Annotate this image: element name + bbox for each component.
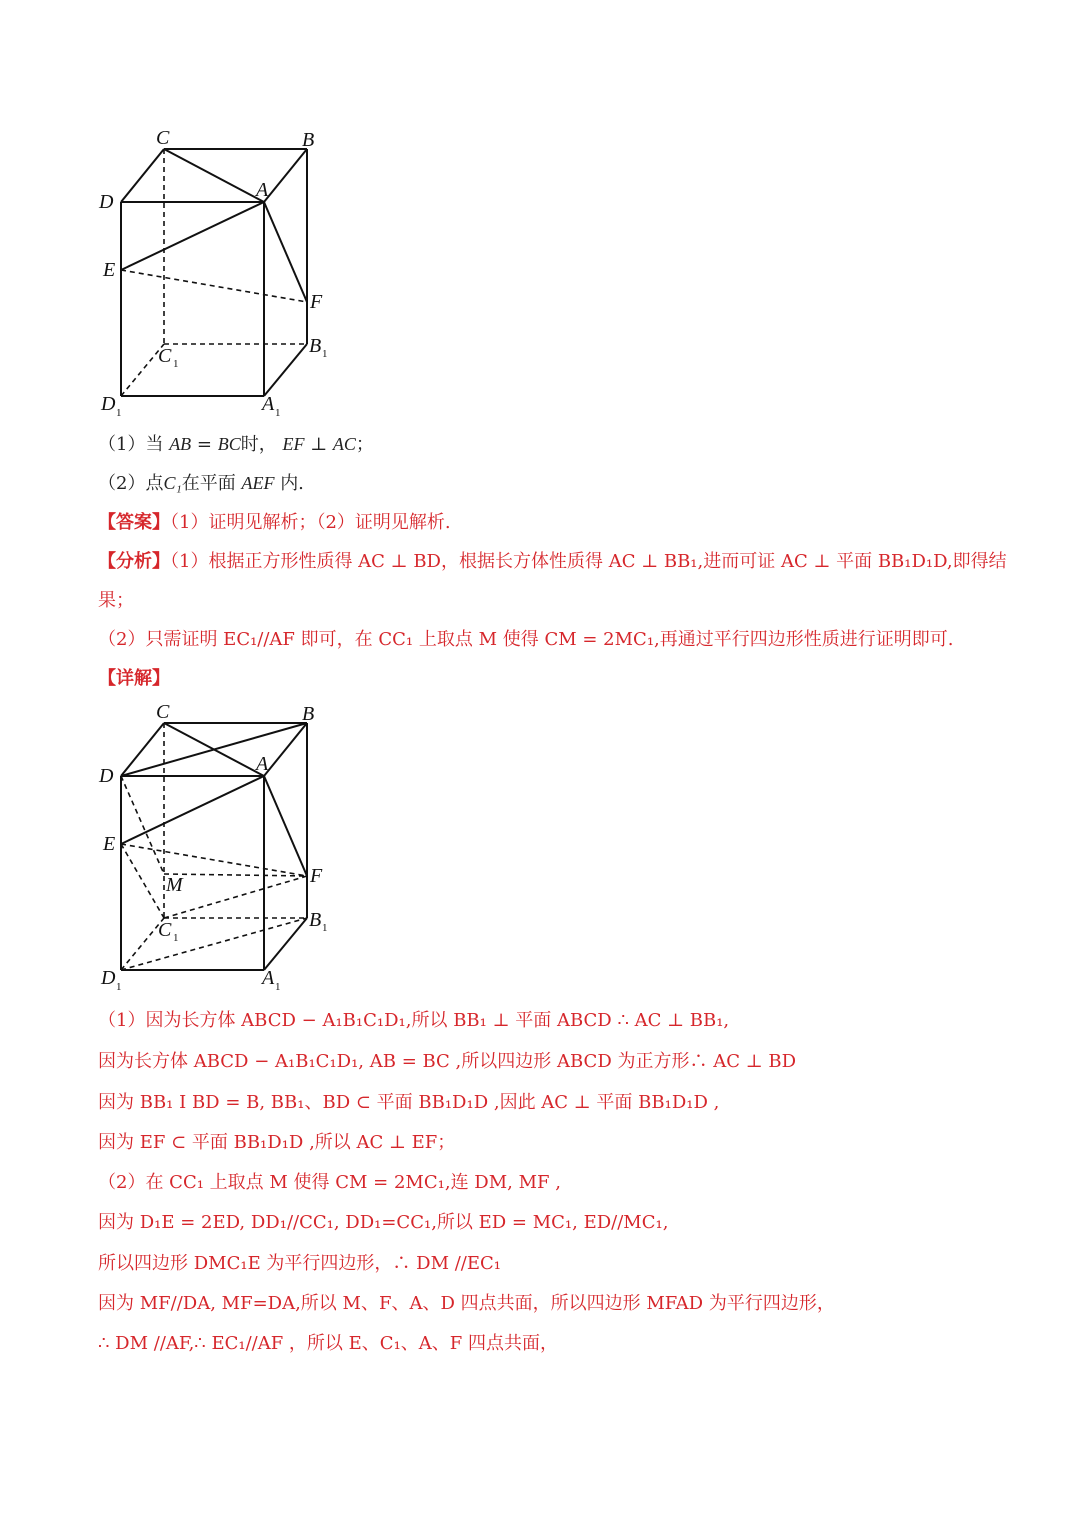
question-1-end: ；: [355, 434, 374, 455]
label2-E: E: [103, 833, 116, 855]
question-1-math-ac: AC: [332, 434, 356, 454]
label2-D1-sub: 1: [116, 981, 122, 993]
question-1-perp: ⊥: [304, 434, 333, 455]
label2-A1: A: [262, 967, 275, 989]
label2-B1-sub: 1: [322, 922, 328, 934]
analysis-line-1: [98, 549, 1020, 575]
label-A: A: [256, 179, 269, 201]
label2-C1: C: [158, 919, 172, 941]
answer-tag: 【答案】: [98, 512, 170, 533]
question-2-num: （2）点: [98, 473, 164, 494]
label2-A: A: [256, 753, 269, 775]
analysis-text-2: 果；: [98, 590, 134, 611]
label-D1: D: [101, 393, 116, 415]
label-B: B: [302, 129, 315, 151]
label2-B: B: [302, 703, 315, 725]
proof-line-6: 因为 D₁E = 2ED, DD₁//CC₁, DD₁=CC₁,所以 ED = MC₁, ED//MC₁,: [98, 1212, 669, 1233]
label2-C: C: [156, 701, 170, 723]
label-C1-sub: 1: [173, 358, 179, 370]
analysis-line-2: [98, 588, 1020, 614]
label-A1-sub: 1: [275, 407, 281, 419]
label-F: F: [310, 291, 323, 313]
label-B1-sub: 1: [322, 348, 328, 360]
question-1-num: （1）当: [98, 434, 164, 455]
question-1-math-ef: EF: [282, 434, 305, 454]
cuboid-diagram-1: [88, 128, 348, 428]
label-C: C: [156, 127, 170, 149]
question-2-math-c1: C₁: [163, 473, 182, 493]
label-E: E: [103, 259, 116, 281]
proof-line-8: 因为 MF//DA, MF=DA,所以 M、F、A、D 四点共面，所以四边形 MFAD 为平行四边形，: [98, 1293, 835, 1314]
question-1-eq: =: [191, 434, 218, 455]
proof-line-9: ∴ DM //AF,∴ EC₁//AF ，所以 E、C₁、A、F 四点共面，: [98, 1333, 558, 1354]
analysis-tag: 【分析】: [98, 551, 170, 572]
label2-D: D: [99, 765, 114, 787]
question-2-math-aef: AEF: [241, 473, 275, 493]
answer-text: （1）证明见解析；（2）证明见解析.: [170, 512, 451, 533]
analysis-text-1: （1）根据正方形性质得 AC ⊥ BD，根据长方体性质得 AC ⊥ BB₁,进而可证 AC ⊥ 平面 BB₁D₁D,即得结: [170, 551, 1007, 572]
label2-A1-sub: 1: [275, 981, 281, 993]
question-1-text-when: 时，: [240, 434, 277, 455]
label-C1: C: [158, 345, 172, 367]
label2-M: M: [166, 874, 183, 896]
question-2-end: 内.: [280, 473, 304, 494]
figure-cuboid-2: [88, 702, 348, 1002]
cuboid-diagram-2: [88, 702, 348, 1002]
question-1-math-bc: BC: [217, 434, 241, 454]
proof-line-5: （2）在 CC₁ 上取点 M 使得 CM = 2MC₁,连 DM, MF ,: [98, 1172, 561, 1193]
proof-line-2: 因为长方体 ABCD − A₁B₁C₁D₁, AB = BC ,所以四边形 ABCD 为正方形∴ AC ⊥ BD: [98, 1051, 797, 1072]
label-D1-sub: 1: [116, 407, 122, 419]
answer-line: [98, 510, 1020, 536]
proof-line-4: 因为 EF ⊂ 平面 BB₁D₁D ,所以 AC ⊥ EF；: [98, 1132, 456, 1153]
proof-line-7: 所以四边形 DMC₁E 为平行四边形，∴ DM //EC₁: [98, 1253, 501, 1274]
label2-F: F: [310, 865, 323, 887]
label-A1: A: [262, 393, 275, 415]
label2-D1: D: [101, 967, 116, 989]
analysis-line-3: [98, 627, 1020, 653]
label-D: D: [99, 191, 114, 213]
question-1-math-ab: AB: [169, 434, 192, 454]
question-2: [98, 470, 1020, 497]
figure-cuboid-1: [88, 128, 348, 428]
detail-tag: 【详解】: [98, 668, 170, 689]
question-1: [98, 431, 1020, 458]
detail-line: [98, 666, 1020, 692]
proof-line-3: 因为 BB₁ I BD = B, BB₁、BD ⊂ 平面 BB₁D₁D ,因此 AC ⊥ 平面 BB₁D₁D ,: [98, 1092, 720, 1113]
label2-B1: B: [309, 909, 322, 931]
question-2-text-plane: 在平面: [181, 473, 236, 494]
proof-line-1: （1）因为长方体 ABCD − A₁B₁C₁D₁,所以 BB₁ ⊥ 平面 ABCD ∴ AC ⊥ BB₁,: [98, 1010, 730, 1031]
label2-C1-sub: 1: [173, 932, 179, 944]
label-B1: B: [309, 335, 322, 357]
analysis-text-3: （2）只需证明 EC₁//AF 即可，在 CC₁ 上取点 M 使得 CM = 2MC₁,再通过平行四边形性质进行证明即可.: [98, 629, 954, 650]
